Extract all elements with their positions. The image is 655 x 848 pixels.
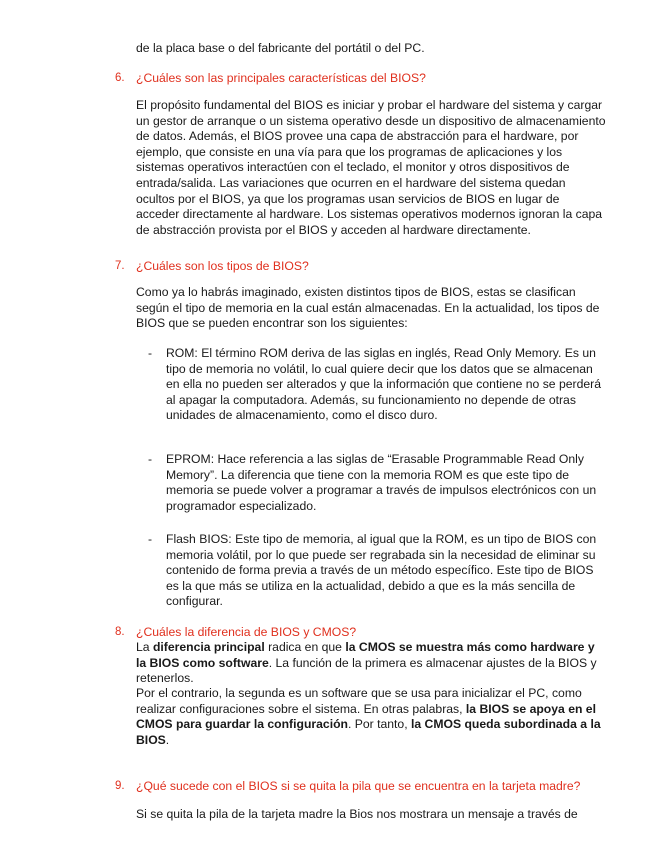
section-9-number: 9. bbox=[115, 780, 125, 792]
section-6-number: 6. bbox=[115, 72, 125, 84]
bullet-marker: - bbox=[148, 532, 153, 546]
section-8-paragraph-1: La diferencia principal radica en que la CMOS se muestra más como hardware y la BIOS como software. La función de la primera es almacenar ajustes de la BIOS y retenerlos. bbox=[136, 640, 597, 686]
section-7-question: ¿Cuáles son los tipos de BIOS? bbox=[136, 259, 309, 273]
bullet-marker: - bbox=[148, 452, 153, 466]
bullet-marker: - bbox=[148, 346, 153, 360]
section-6-answer: El propósito fundamental del BIOS es iniciar y probar el hardware del sistema y cargar un gestor de arranque o un sistema operativo desde un dispositivo de almacenamiento de datos. Además, el BIOS provee una capa de abstracción para el hardware, por ejemplo, que consiste en una vía para que los programas de aplicaciones y los sistemas operativos interactúen con el teclado, el monitor y otros dispositivos de entrada/salida. Las variaciones que ocurren en el hardware del sistema quedan ocultos por el BIOS, ya que los programas usan servicios de BIOS en lugar de acceder directamente al hardware. Los sistemas operativos modernos ignoran la capa de abstracción provista por el BIOS y acceden al hardware directamente. bbox=[136, 98, 606, 237]
section-9-answer: Si se quita la pila de la tarjeta madre la Bios nos mostrara un mensaje a través de bbox=[136, 807, 578, 821]
section-7-number: 7. bbox=[115, 260, 125, 272]
bullet-flash-bios: Flash BIOS: Este tipo de memoria, al igual que la ROM, es un tipo de BIOS con memoria volátil, por lo que puede ser regrabada sin la necesidad de eliminar su contenido de forma previa a través de un método específico. Este tipo de BIOS es la que más se utiliza en la actualidad, debido a que es la más sencilla de configurar. bbox=[166, 532, 597, 609]
bullet-rom: ROM: El término ROM deriva de las siglas en inglés, Read Only Memory. Es un tipo de memoria no volátil, lo cual quiere decir que los datos que se almacenan en ella no pueden ser alterados y que la información que contiene no se perderá al apagar la computadora. Además, su funcionamiento no depende de otras unidades de almacenamiento, como el disco duro. bbox=[166, 346, 601, 423]
intro-tail-text: de la placa base o del fabricante del portátil o del PC. bbox=[136, 41, 425, 55]
section-6-question: ¿Cuáles son las principales características del BIOS? bbox=[136, 71, 426, 85]
section-7-intro: Como ya lo habrás imaginado, existen distintos tipos de BIOS, estas se clasifican según el tipo de memoria en la cual están almacenadas. En la actualidad, los tipos de BIOS que se pueden encontrar son los siguientes: bbox=[136, 285, 600, 331]
bullet-eprom: EPROM: Hace referencia a las siglas de “Erasable Programmable Read Only Memory”. La diferencia que tiene con la memoria ROM es que este tipo de memoria se puede volver a programar a través de impulsos electrónicos con un programador especializado. bbox=[166, 452, 597, 513]
section-8-number: 8. bbox=[115, 626, 125, 638]
section-8-paragraph-2: Por el contrario, la segunda es un software que se usa para inicializar el PC, como realizar configuraciones sobre el sistema. En otras palabras, la BIOS se apoya en el CMOS para guardar la configuración. Por tanto, la CMOS queda subordinada a la BIOS. bbox=[136, 686, 601, 747]
section-8-question: ¿Cuáles la diferencia de BIOS y CMOS? bbox=[136, 625, 357, 639]
section-9-question: ¿Qué sucede con el BIOS si se quita la pila que se encuentra en la tarjeta madre? bbox=[136, 779, 581, 793]
